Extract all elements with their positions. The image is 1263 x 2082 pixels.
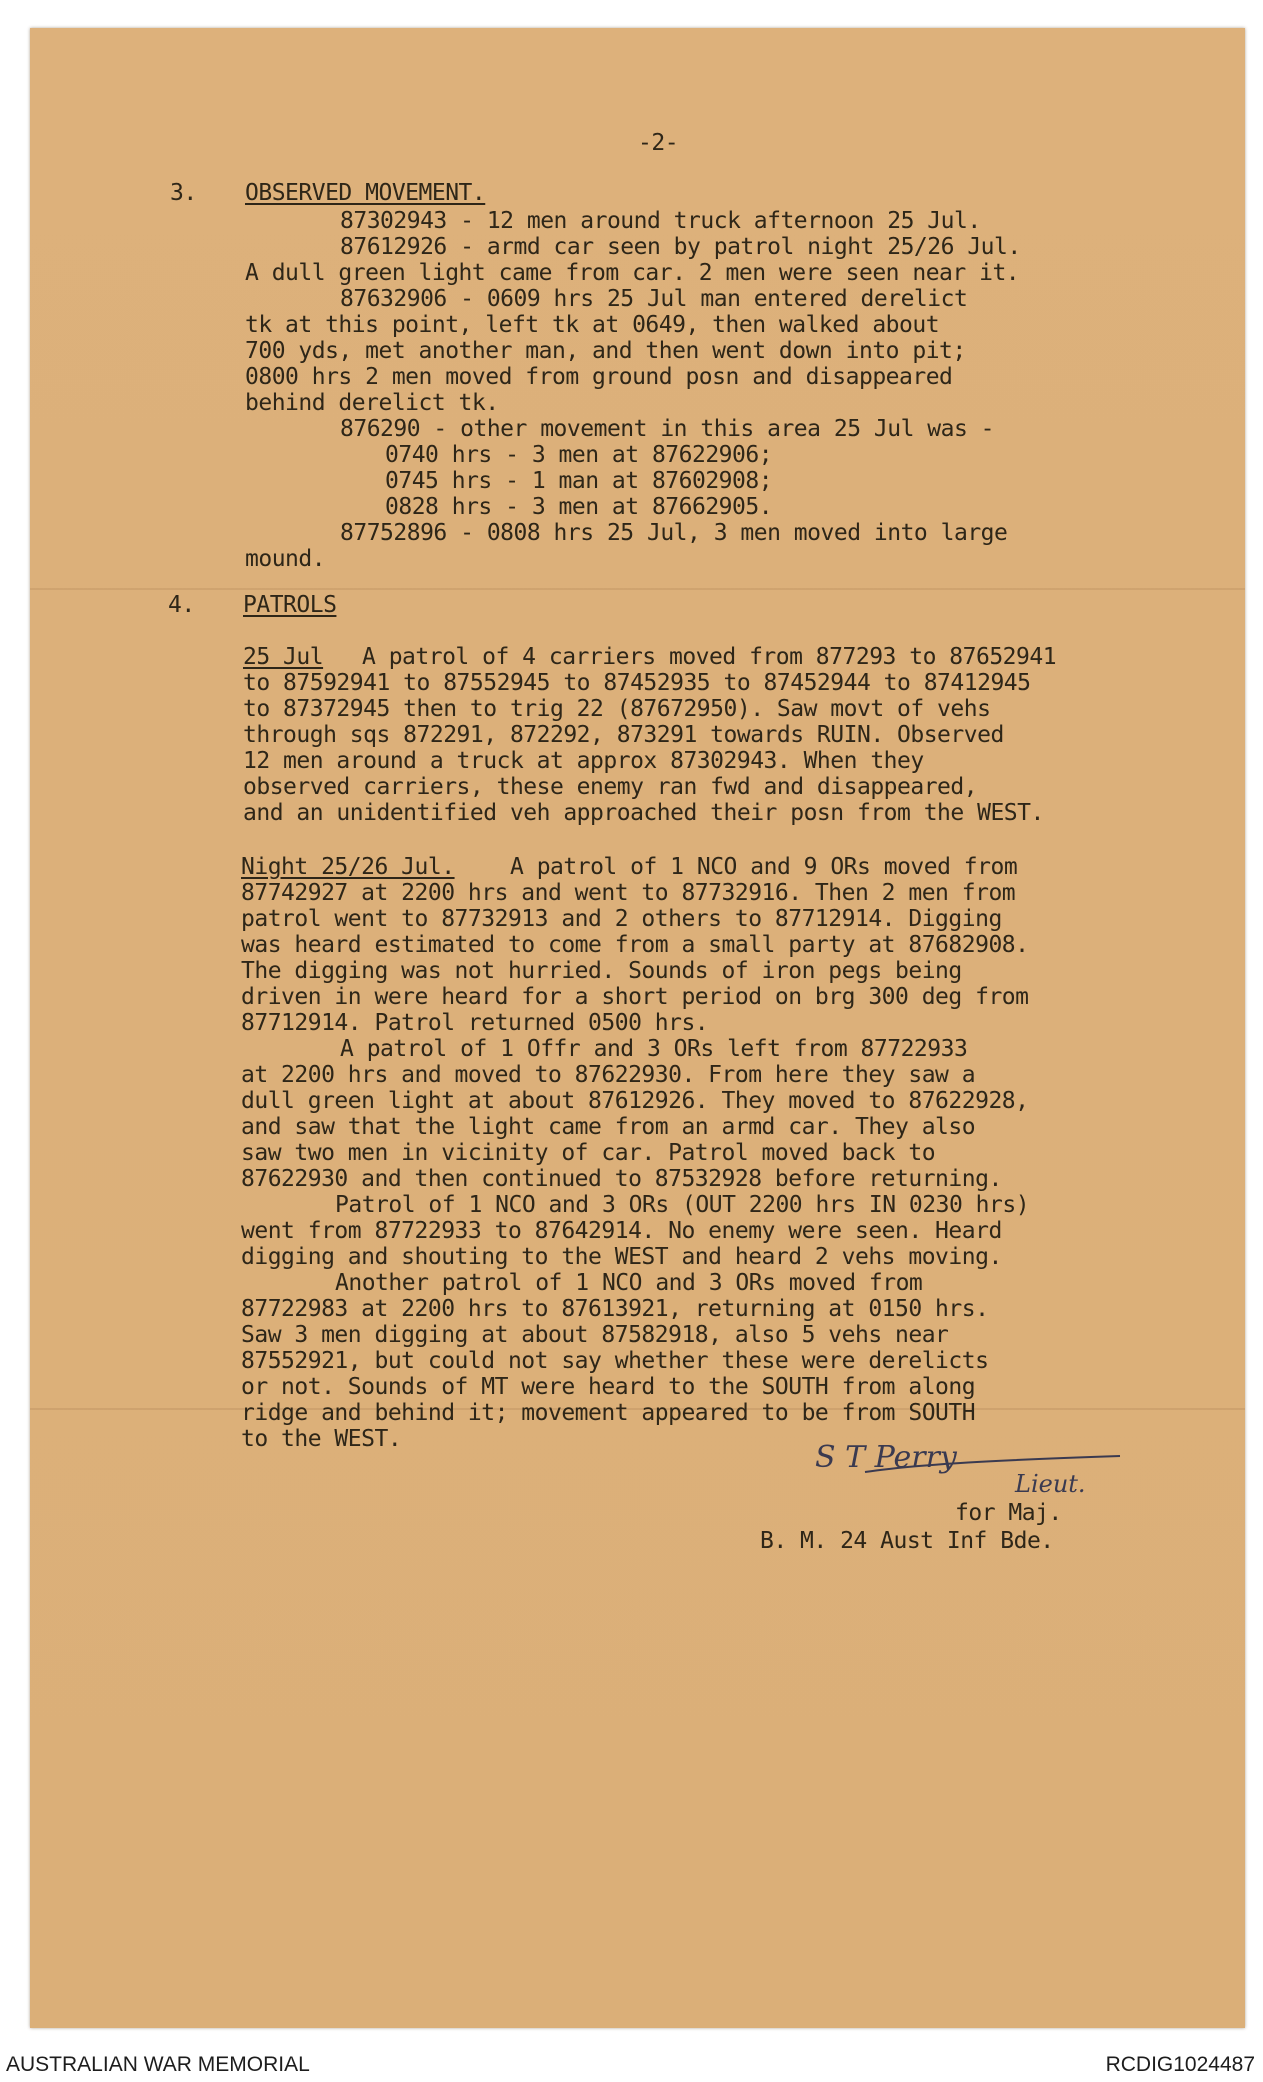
text-line: 87612926 - armd car seen by patrol night 25/26 Jul. bbox=[340, 234, 1021, 260]
section-heading: OBSERVED MOVEMENT. bbox=[245, 180, 486, 206]
text-line: patrol went to 87732913 and 2 others to 87712914. Digging bbox=[241, 906, 1002, 932]
text-line: 87302943 - 12 men around truck afternoon 25 Jul. bbox=[340, 208, 981, 234]
text-line: and saw that the light came from an armd car. They also bbox=[241, 1114, 976, 1140]
text-line: A patrol of 4 carriers moved from 877293 to 87652941 bbox=[362, 644, 1057, 670]
text-line: to the WEST. bbox=[241, 1426, 402, 1452]
footer-reference: RCDIG1024487 bbox=[1105, 2053, 1255, 2076]
text-line: 0740 hrs - 3 men at 87622906; bbox=[385, 442, 773, 468]
text-line: A patrol of 1 NCO and 9 ORs moved from bbox=[510, 854, 1018, 880]
text-line: tk at this point, left tk at 0649, then walked about bbox=[245, 312, 940, 338]
text-line: to 87592941 to 87552945 to 87452935 to 87452944 to 87412945 bbox=[243, 670, 1031, 696]
section-heading: PATROLS bbox=[243, 592, 337, 618]
text-line: was heard estimated to come from a small party at 87682908. bbox=[241, 932, 1029, 958]
text-line: mound. bbox=[245, 546, 326, 572]
section-number: 4. bbox=[168, 592, 195, 618]
text-line: 87722983 at 2200 hrs to 87613921, returning at 0150 hrs. bbox=[241, 1296, 989, 1322]
text-line: to 87372945 then to trig 22 (87672950). Saw movt of vehs bbox=[243, 696, 991, 722]
text-line: 87552921, but could not say whether these were derelicts bbox=[241, 1348, 989, 1374]
text-line: 0745 hrs - 1 man at 87602908; bbox=[385, 468, 773, 494]
signature-appointment: B. M. 24 Aust Inf Bde. bbox=[760, 1528, 1054, 1554]
text-line: went from 87722933 to 87642914. No enemy were seen. Heard bbox=[241, 1218, 1002, 1244]
handwritten-rank: Lieut. bbox=[1015, 1470, 1086, 1498]
text-line: 87632906 - 0609 hrs 25 Jul man entered derelict bbox=[340, 286, 968, 312]
text-line: 87752896 - 0808 hrs 25 Jul, 3 men moved into large bbox=[340, 520, 1008, 546]
text-line: Another patrol of 1 NCO and 3 ORs moved from bbox=[335, 1270, 923, 1296]
signature-flourish bbox=[860, 1450, 1130, 1480]
text-line: saw two men in vicinity of car. Patrol moved back to bbox=[241, 1140, 936, 1166]
text-line: 876290 - other movement in this area 25 Jul was - bbox=[340, 416, 995, 442]
text-line: 700 yds, met another man, and then went down into pit; bbox=[245, 338, 966, 364]
paragraph-date: 25 Jul bbox=[243, 644, 324, 670]
text-line: driven in were heard for a short period on brg 300 deg from bbox=[241, 984, 1029, 1010]
text-line: or not. Sounds of MT were heard to the SOUTH from along bbox=[241, 1374, 976, 1400]
text-line: digging and shouting to the WEST and heard 2 vehs moving. bbox=[241, 1244, 1002, 1270]
text-line: 87742927 at 2200 hrs and went to 87732916. Then 2 men from bbox=[241, 880, 1016, 906]
text-line: 0828 hrs - 3 men at 87662905. bbox=[385, 494, 773, 520]
text-line: The digging was not hurried. Sounds of iron pegs being bbox=[241, 958, 962, 984]
paragraph-date: Night 25/26 Jul. bbox=[241, 854, 455, 880]
text-line: 0800 hrs 2 men moved from ground posn and disappeared bbox=[245, 364, 953, 390]
text-line: at 2200 hrs and moved to 87622930. From here they saw a bbox=[241, 1062, 976, 1088]
footer-source: AUSTRALIAN WAR MEMORIAL bbox=[6, 2053, 310, 2076]
text-line: and an unidentified veh approached their posn from the WEST. bbox=[243, 800, 1044, 826]
text-line: Patrol of 1 NCO and 3 ORs (OUT 2200 hrs IN 0230 hrs) bbox=[335, 1192, 1030, 1218]
text-line: A dull green light came from car. 2 men were seen near it. bbox=[245, 260, 1020, 286]
page-number: -2- bbox=[638, 130, 679, 156]
text-line: A patrol of 1 Offr and 3 ORs left from 87722933 bbox=[340, 1036, 968, 1062]
text-line: dull green light at about 87612926. They moved to 87622928, bbox=[241, 1088, 1029, 1114]
text-line: 87712914. Patrol returned 0500 hrs. bbox=[241, 1010, 709, 1036]
text-line: 87622930 and then continued to 87532928 before returning. bbox=[241, 1166, 1002, 1192]
paper-fold bbox=[30, 588, 1245, 590]
handwritten-signature: S T Perry bbox=[815, 1440, 957, 1475]
text-line: observed carriers, these enemy ran fwd and disappeared, bbox=[243, 774, 978, 800]
text-line: Saw 3 men digging at about 87582918, also 5 vehs near bbox=[241, 1322, 949, 1348]
text-line: ridge and behind it; movement appeared to be from SOUTH bbox=[241, 1400, 976, 1426]
text-line: 12 men around a truck at approx 87302943. When they bbox=[243, 748, 924, 774]
text-line: through sqs 872291, 872292, 873291 towards RUIN. Observed bbox=[243, 722, 1004, 748]
text-line: behind derelict tk. bbox=[245, 390, 499, 416]
signature-for-line: for Maj. bbox=[955, 1500, 1062, 1526]
section-number: 3. bbox=[170, 180, 197, 206]
